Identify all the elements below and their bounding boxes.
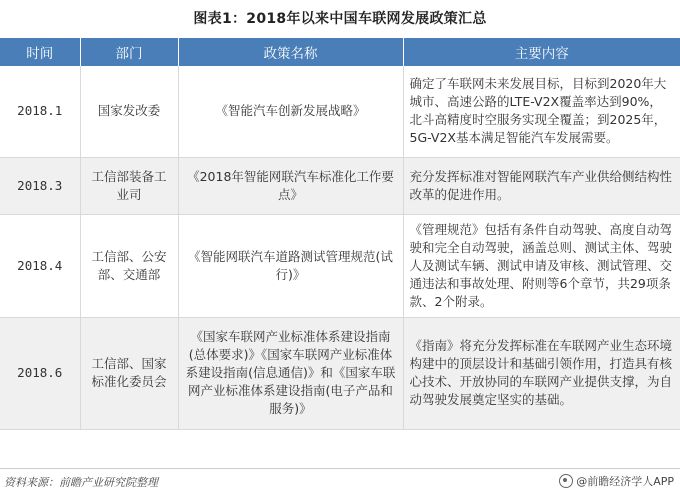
table-row [0, 317, 680, 429]
cell-date: 2018.1 [0, 66, 80, 157]
table-row [0, 66, 680, 157]
cell-main-content: 《管理规范》包括有条件自动驾驶、高度自动驾驶和完全自动驾驶，涵盖总则、测试主体、驾驶人及测试车辆、测试申请及审核、测试管理、交通违法和事故处理、附则等6个章节，共29项条款、2个附录。 [403, 214, 680, 317]
cell-date: 2018.4 [0, 214, 80, 317]
cell-department: 工信部、国家标准化委员会 [80, 317, 178, 429]
brand-text: @前瞻经济学人APP [576, 475, 674, 488]
header-date: 时间 [0, 38, 80, 66]
cell-main-content: 充分发挥标准对智能网联汽车产业供给侧结构性改革的促进作用。 [403, 157, 680, 214]
footer [0, 468, 680, 493]
table-header-row [0, 38, 680, 66]
header-main-content: 主要内容 [403, 38, 680, 66]
cell-main-content: 《指南》将充分发挥标准在车联网产业生态环境构建中的顶层设计和基础引领作用，打造具有核心技术、开放协同的车联网产业提供支撑，为自动驾驶发展奠定坚实的基础。 [403, 317, 680, 429]
table-row [0, 214, 680, 317]
cell-policy-name: 《2018年智能网联汽车标准化工作要点》 [178, 157, 403, 214]
policy-table [0, 38, 680, 430]
cell-date: 2018.3 [0, 157, 80, 214]
source-note: 资料来源：前瞻产业研究院整理 [4, 476, 158, 489]
brand-credit [559, 473, 674, 489]
cell-department: 国家发改委 [80, 66, 178, 157]
table-row [0, 157, 680, 214]
cell-date: 2018.6 [0, 317, 80, 429]
cell-policy-name: 《国家车联网产业标准体系建设指南(总体要求)》《国家车联网产业标准体系建设指南(信息通信)》和《国家车联网产业标准体系建设指南(电子产品和服务)》 [178, 317, 403, 429]
page-title: 图表1：2018年以来中国车联网发展政策汇总 [193, 11, 487, 27]
brand-logo-icon [559, 474, 573, 488]
cell-department: 工信部装备工业司 [80, 157, 178, 214]
header-department: 部门 [80, 38, 178, 66]
cell-policy-name: 《智能汽车创新发展战略》 [178, 66, 403, 157]
cell-department: 工信部、公安部、交通部 [80, 214, 178, 317]
cell-main-content: 确定了车联网未来发展目标，目标到2020年大城市、高速公路的LTE-V2X覆盖率达到90%，北斗高精度时空服务实现全覆盖；到2025年，5G-V2X基本满足智能汽车发展需要。 [403, 66, 680, 157]
cell-policy-name: 《智能网联汽车道路测试管理规范(试行)》 [178, 214, 403, 317]
header-policy-name: 政策名称 [178, 38, 403, 66]
